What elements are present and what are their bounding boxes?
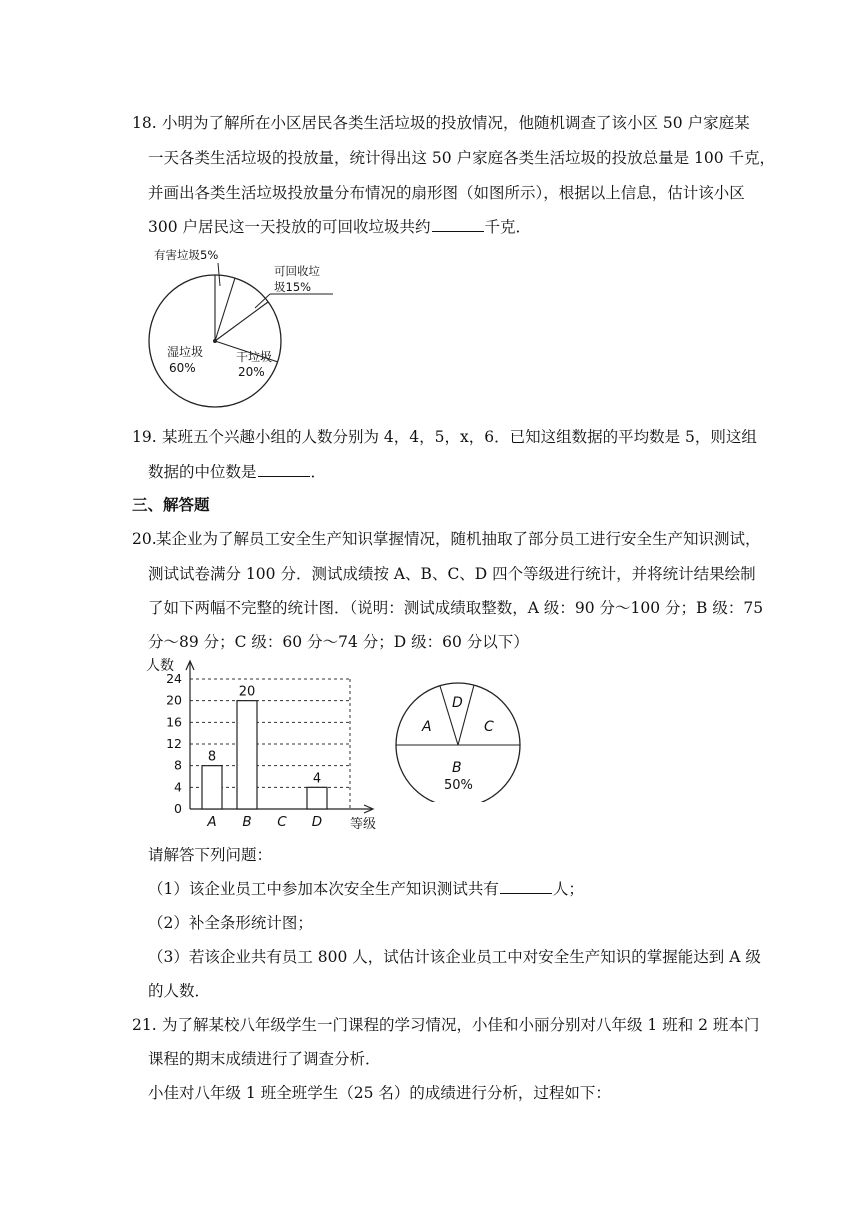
q20-pie-slice-b-percent: 50% [444, 778, 473, 793]
q20-sub1-pre: （1）该企业员工中参加本次安全生产知识测试共有 [148, 880, 499, 898]
q18-pie-edge-3 [215, 302, 268, 341]
q18-text-line4 [148, 216, 531, 238]
q18-label-wet-2: 60% [169, 361, 196, 375]
q20-text-line4: 分～89 分；C 级：60 分～74 分；D 级：60 分以下） [148, 633, 529, 651]
q21-text-line1: 为了解某校八年级学生一门课程的学习情况，小佳和小丽分别对八年级 1 班和 2 班本门 [162, 1016, 760, 1034]
bar-data-label: 8 [207, 749, 217, 765]
q18-label-wet-1: 湿垃圾 [167, 345, 204, 359]
bar-category-label: A [207, 814, 217, 830]
q20-number: 20. [132, 530, 157, 548]
q20-pie-slice-d-label: D [452, 695, 463, 711]
q19-text-line1: 某班五个兴趣小组的人数分别为 4，4，5，x，6．已知这组数据的平均数是 5，则这组 [162, 428, 757, 446]
bar-data-label: 20 [238, 684, 256, 700]
q20-bar-chart [140, 654, 390, 834]
q21-number: 21. [132, 1016, 157, 1034]
q20-sub1-post: 人； [552, 880, 584, 898]
bar-y-axis-label: 人数 [146, 658, 174, 674]
q19-number: 19. [132, 428, 157, 446]
q18-pie-figure [140, 244, 350, 414]
q18-label-dry-2: 20% [238, 365, 265, 379]
q18-label-harmful: 有害垃圾5% [154, 248, 219, 262]
q19-answer-blank[interactable] [258, 461, 310, 477]
q19-line2-post: ． [310, 463, 327, 481]
bar-D [307, 787, 327, 809]
bar-y-tick-label: 0 [174, 801, 182, 816]
q18-pie-center [213, 339, 217, 343]
q18-label-dry-1: 干垃圾 [236, 350, 273, 364]
q20-pie-slice-b-label: B [452, 760, 462, 776]
q18-label-recyclable-2: 圾15% [274, 280, 312, 294]
q18-number: 18. [132, 114, 157, 132]
bar-y-tick-label: 4 [174, 779, 182, 795]
bar-category-label: B [242, 814, 252, 830]
bar-B [237, 701, 257, 809]
q20-pie-slice-c-label: C [484, 719, 494, 735]
q18-label-recyclable-1: 可回收垃 [274, 264, 320, 278]
q18-text-line3: 并画出各类生活垃圾投放量分布情况的扇形图（如图所示），根据以上信息，估计该小区 [148, 184, 745, 202]
q18-text-line1: 小明为了解所在小区居民各类生活垃圾的投放情况，他随机调查了该小区 50 户家庭某 [162, 114, 750, 132]
q18-line4-post: 千克． [484, 218, 532, 236]
q19-line2-pre: 数据的中位数是 [148, 463, 257, 481]
q20-pie-slice-a-label: A [422, 719, 432, 735]
bar-A [202, 766, 222, 809]
q20-prompt: 请解答下列问题： [148, 846, 273, 864]
q21-text-line3: 小佳对八年级 1 班全班学生（25 名）的成绩进行分析，过程如下： [148, 1084, 611, 1102]
q21-text-line2: 课程的期末成绩进行了调查分析． [148, 1050, 381, 1068]
q18-pie-edge-2 [215, 278, 235, 341]
q20-sub3-line1: （3）若该企业共有员工 800 人，试估计该企业员工中对安全生产知识的掌握能达到 A 级 [148, 948, 761, 966]
bar-y-tick-label: 8 [174, 757, 182, 773]
q20-sub2: （2）补全条形统计图； [148, 914, 313, 932]
bar-data-label: 4 [312, 771, 322, 787]
q20-pie-chart [394, 662, 528, 802]
q20-text-line3: 了如下两幅不完整的统计图．（说明：测试成绩取整数，A 级：90 分～100 分；B 级：75 [148, 599, 764, 617]
q18-text-line2: 一天各类生活垃圾的投放量，统计得出这 50 户家庭各类生活垃圾的投放总量是 100 千克， [148, 149, 776, 167]
bar-y-tick-label: 16 [166, 714, 182, 730]
bar-y-tick-label: 12 [166, 736, 182, 751]
q19-text-line2 [148, 461, 326, 483]
q20-answer-blank[interactable] [500, 878, 552, 894]
bar-category-label: D [311, 814, 323, 830]
q20-sub1 [148, 878, 584, 900]
bar-y-tick-label: 20 [166, 692, 182, 708]
q20-sub3-line2: 的人数． [148, 982, 211, 1000]
q20-text-line1: 某企业为了解员工安全生产知识掌握情况，随机抽取了部分员工进行安全生产知识测试， [156, 530, 761, 548]
bar-y-tick-label: 24 [166, 671, 182, 686]
q18-line4-pre: 300 户居民这一天投放的可回收垃圾共约 [148, 218, 431, 236]
bar-category-label: C [277, 814, 287, 830]
q20-pie-edge-d-right [458, 685, 474, 745]
bar-x-axis-label: 等级 [350, 817, 377, 832]
section-title: 三、解答题 [132, 496, 210, 514]
q20-text-line2: 测试试卷满分 100 分．测试成绩按 A、B、C、D 四个等级进行统计，并将统计结果绘制 [148, 565, 756, 583]
q18-answer-blank[interactable] [432, 216, 484, 232]
